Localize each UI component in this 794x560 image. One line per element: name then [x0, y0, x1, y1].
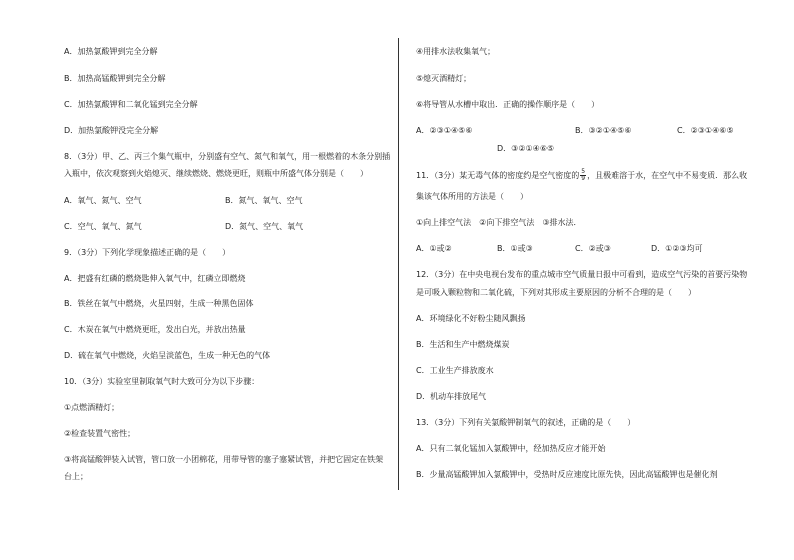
q11-option-d: D．①②③均可 [651, 244, 703, 253]
q9-option-d: D．硫在氧气中燃烧，火焰呈淡蓝色，生成一种无色的气体 [64, 351, 271, 360]
q9-option-b: B．铁丝在氧气中燃烧，火星四射，生成一种黑色固体 [64, 299, 254, 308]
q10-step-3: ③将高锰酸钾装入试管，管口放一小团棉花，用带导管的塞子塞紧试管，并把它固定在铁架 [64, 455, 384, 464]
q10-step-1: ①点燃酒精灯； [64, 403, 120, 412]
q11-fraction [580, 169, 586, 182]
q11-option-c: C．②或③ [575, 244, 611, 253]
q10-option-b: B．③②①④⑤⑥ [575, 126, 632, 135]
q13-option-b: B．少量高锰酸钾加入氯酸钾中，受热时反应速度比原先快，因此高锰酸钾也是催化剂 [416, 470, 718, 479]
q10-step-6: ⑥将导管从水槽中取出．正确的操作顺序是（ ） [416, 100, 600, 109]
prev-option-b: B．加热高锰酸钾到完全分解 [64, 74, 166, 83]
q12-option-a: A．环境绿化不好粉尘随风飘扬 [416, 314, 526, 323]
q8-option-c: C．空气、氧气、氮气 [64, 222, 142, 231]
q10-option-d: D．③②①④⑥⑤ [497, 144, 555, 153]
q9-stem: 9．（3分）下列化学现象描述正确的是（ ） [64, 248, 231, 257]
q10-option-c: C．②③①④⑥⑤ [677, 126, 734, 135]
prev-option-c: C．加热氯酸钾和二氧化锰到完全分解 [64, 100, 198, 109]
q11-stem-line2: 集该气体所用的方法是（ ） [416, 192, 528, 201]
prev-option-a: A．加热氯酸钾到完全分解 [64, 47, 158, 56]
q8-option-a: A．氧气、氮气、空气 [64, 196, 142, 205]
q11-option-b: B．①或③ [497, 244, 533, 253]
q11-fraction-numerator: 5 [581, 168, 586, 175]
q11-fraction-denominator: 9 [581, 175, 586, 182]
q12-stem-line2: 是可吸入颗粒物和二氧化硫，下列对其形成主要原因的分析不合理的是（ ） [416, 288, 696, 297]
column-divider [398, 38, 399, 490]
q10-step-5: ⑤熄灭酒精灯； [416, 74, 472, 83]
q13-option-a: A．只有二氧化锰加入氯酸钾中，经加热反应才能开始 [416, 444, 606, 453]
q8-stem-line1: 8．（3分）甲、乙、丙三个集气瓶中，分别盛有空气、氮气和氧气，用一根燃着的木条分别插 [64, 152, 391, 161]
prev-option-d: D．加热氯酸钾没完全分解 [64, 126, 159, 135]
q10-stem: 10．（3分）实验室里制取氧气时大致可分为以下步骤： [64, 377, 260, 386]
q10-step-4: ④用排水法收集氧气； [416, 47, 496, 56]
q8-stem-line2: 入瓶中，依次观察到火焰熄灭、继续燃烧、燃烧更旺，则瓶中所盛气体分别是（ ） [64, 169, 368, 178]
q8-option-d: D．氮气、空气、氧气 [225, 222, 304, 231]
q12-option-c: C．工业生产排放废水 [416, 366, 494, 375]
q8-option-b: B．氮气、氧气、空气 [225, 196, 303, 205]
q13-stem: 13．（3分）下列有关氯酸钾制氧气的叙述，正确的是（ ） [416, 418, 636, 427]
q9-option-a: A．把盛有红磷的燃烧匙伸入氧气中，红磷立即燃烧 [64, 274, 246, 283]
q11-stem-before-fraction: 11．（3分）某无毒气体的密度约是空气密度的 [416, 171, 580, 180]
q12-option-d: D．机动车排放尾气 [416, 392, 487, 401]
q10-option-a: A．②③①④⑤⑥ [416, 126, 473, 135]
q12-option-b: B．生活和生产中燃烧煤炭 [416, 340, 510, 349]
q9-option-c: C．木炭在氧气中燃烧更旺，发出白光，并放出热量 [64, 325, 246, 334]
q11-option-a: A．①或② [416, 244, 452, 253]
q11-stem-after-fraction: ，且极难溶于水，在空气中不易变质．那么收 [587, 171, 748, 180]
q11-stem-line1 [416, 169, 747, 182]
q10-step-3-cont: 台上； [64, 472, 88, 481]
q10-step-2: ②检查装置气密性； [64, 429, 136, 438]
q12-stem-line1: 12．（3分）在中央电视台发布的重点城市空气质量日报中可看到，造成空气污染的首要污染物 [416, 270, 748, 279]
q11-methods: ①向上排空气法 ②向下排空气法 ③排水法． [416, 218, 582, 227]
